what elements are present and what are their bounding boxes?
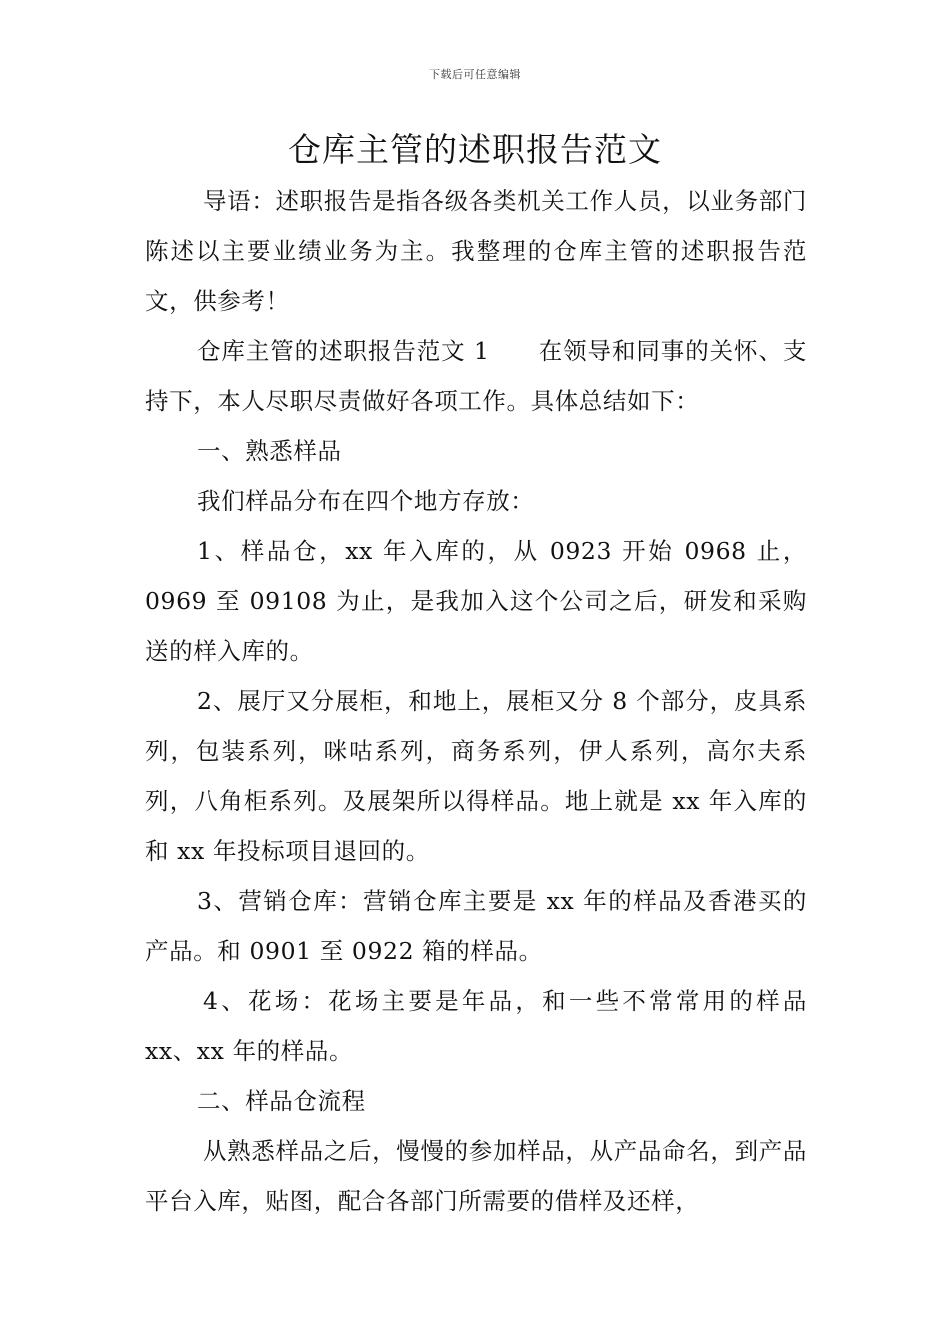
section-heading-1: 一、熟悉样品 bbox=[197, 437, 342, 465]
header-note: 下载后可任意编辑 bbox=[429, 68, 521, 81]
list-item-3: 3、营销仓库：营销仓库主要是 xx 年的样品及香港买的产品。和 0901 至 0922 箱的样品。 bbox=[145, 887, 807, 965]
list-item-2: 2、展厅又分展柜，和地上，展柜又分 8 个部分，皮具系列，包装系列，咪咕系列，商务系列，伊人系列，高尔夫系列，八角柜系列。及展架所以得样品。地上就是 xx 年入库的和 xx 年投标项目退回的。 bbox=[145, 687, 807, 865]
body-paragraph: 我们样品分布在四个地方存放： bbox=[197, 487, 535, 515]
section-heading-2: 二、样品仓流程 bbox=[197, 1087, 366, 1115]
body-paragraph-last: 从熟悉样品之后，慢慢的参加样品，从产品命名，到产品平台入库，贴图，配合各部门所需要的借样及还样， bbox=[145, 1137, 807, 1215]
list-item-4: 4、花场：花场主要是年品，和一些不常常用的样品 xx、xx 年的样品。 bbox=[145, 987, 807, 1065]
intro-paragraph: 导语：述职报告是指各级各类机关工作人员，以业务部门陈述以主要业绩业务为主。我整理的仓库主管的述职报告范文，供参考！ bbox=[145, 187, 807, 315]
document-body bbox=[145, 176, 807, 1226]
list-item-1: 1、样品仓，xx 年入库的，从 0923 开始 0968 止，0969 至 09108 为止，是我加入这个公司之后，研发和采购送的样入库的。 bbox=[145, 537, 807, 665]
document-title: 仓库主管的述职报告范文 bbox=[288, 130, 662, 169]
section-intro-paragraph: 仓库主管的述职报告范文 1 在领导和同事的关怀、支持下，本人尽职尽责做好各项工作。具体总结如下： bbox=[145, 337, 807, 415]
